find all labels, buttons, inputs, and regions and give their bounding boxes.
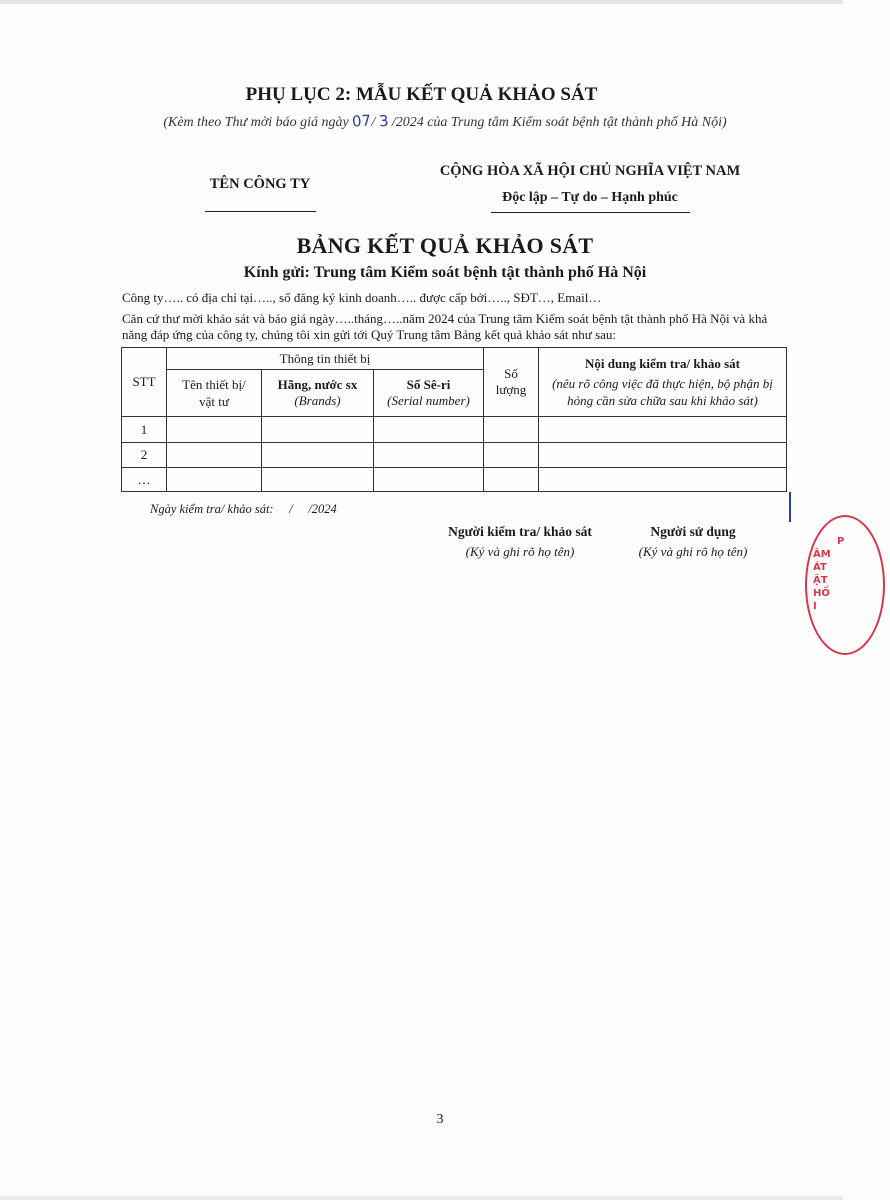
cell-serial [374,417,484,443]
company-name: TÊN CÔNG TY [209,176,311,192]
header-device-info: Thông tin thiết bị [167,348,484,370]
appendix-subtitle [0,112,890,131]
cell-serial [374,468,484,492]
page-number: 3 [436,1112,444,1127]
cell-device-name [167,417,262,443]
company-intro: Công ty….. có địa chỉ tại….., số đăng ký kinh doanh….. được cấp bởi….., SĐT…, Email… [122,290,602,305]
user-note: (Ký và ghi rõ họ tên) [638,544,748,559]
header-serial-title: Số Sê-ri [406,377,451,392]
red-seal-stamp [805,515,885,655]
stamp-line: ẬT [813,575,828,586]
header-brand-title: Hãng, nước sx [277,377,358,392]
table-row [122,443,787,468]
cell-brand [262,417,374,443]
cell-brand [262,443,374,468]
header-content-title: Nội dung kiểm tra/ khảo sát [585,355,740,371]
company-underline [205,211,316,212]
row-number: 1 [122,417,167,443]
cell-device-name [167,443,262,468]
row-number: 2 [122,443,167,468]
user-label: Người sử dụng [650,524,736,539]
cell-content [539,443,787,468]
header-serial [374,370,484,417]
stamp-line: ÂM [813,549,831,560]
basis-paragraph: Căn cứ thư mời khảo sát và báo giá ngày…..tháng…..năm 2024 của Trung tâm Kiểm soát bệnh tật thành phố Hà Nội và khả năng đáp ứng của công ty, chúng tôi xin gửi tới Quý Trung tâm Bảng kết quả khảo sát như sau: [122,311,768,342]
cell-serial [374,443,484,468]
document-title: BẢNG KẾT QUẢ KHẢO SÁT [296,233,594,258]
cell-content [539,417,787,443]
greeting: Kính gửi: Trung tâm Kiểm soát bệnh tật thành phố Hà Nội [243,264,647,281]
header-device-name: Tên thiết bị/ vật tư [167,370,262,417]
subtitle-before: (Kèm theo Thư mời báo giá ngày [163,115,353,130]
header-quantity: Số lượng [484,348,539,417]
scan-edge-bottom [0,1196,843,1200]
survey-table [121,347,787,492]
appendix-title: PHỤ LỤC 2: MẪU KẾT QUẢ KHẢO SÁT [245,84,598,105]
stamp-line: ÁT [813,562,827,573]
motto-underline [491,212,690,213]
handwritten-month: 3 [378,111,389,131]
scan-edge-top [0,0,843,4]
subtitle-after: /2024 của Trung tâm Kiểm soát bệnh tật thành phố Hà Nội) [388,115,727,130]
stamp-line: I [813,601,817,612]
row-number: … [122,468,167,492]
header-brand [262,370,374,417]
table-row [122,468,787,492]
inspector-note: (Ký và ghi rõ họ tên) [465,544,575,559]
cell-content [539,468,787,492]
stamp-line: HỐ [813,588,830,599]
cell-device-name [167,468,262,492]
handwritten-margin-mark [789,492,791,522]
cell-brand [262,468,374,492]
header-serial-note: (Serial number) [387,393,470,408]
table-row [122,417,787,443]
cell-quantity [484,468,539,492]
subtitle-separator: / [371,115,379,130]
republic-motto: Độc lập – Tự do – Hạnh phúc [502,190,678,205]
header-brand-note: (Brands) [294,393,341,408]
handwritten-day: 07 [351,111,372,131]
header-stt: STT [122,348,167,417]
cell-quantity [484,443,539,468]
header-content [539,348,787,417]
stamp-line: P [837,536,845,547]
header-content-note: (nêu rõ công việc đã thực hiện, bộ phận bị hỏng cần sửa chữa sau khi khảo sát) [552,375,773,408]
cell-quantity [484,417,539,443]
republic-name: CỘNG HÒA XÃ HỘI CHỦ NGHĨA VIỆT NAM [439,163,741,179]
inspector-label: Người kiểm tra/ khảo sát [448,524,592,539]
survey-date: Ngày kiểm tra/ khảo sát: / /2024 [150,502,337,516]
